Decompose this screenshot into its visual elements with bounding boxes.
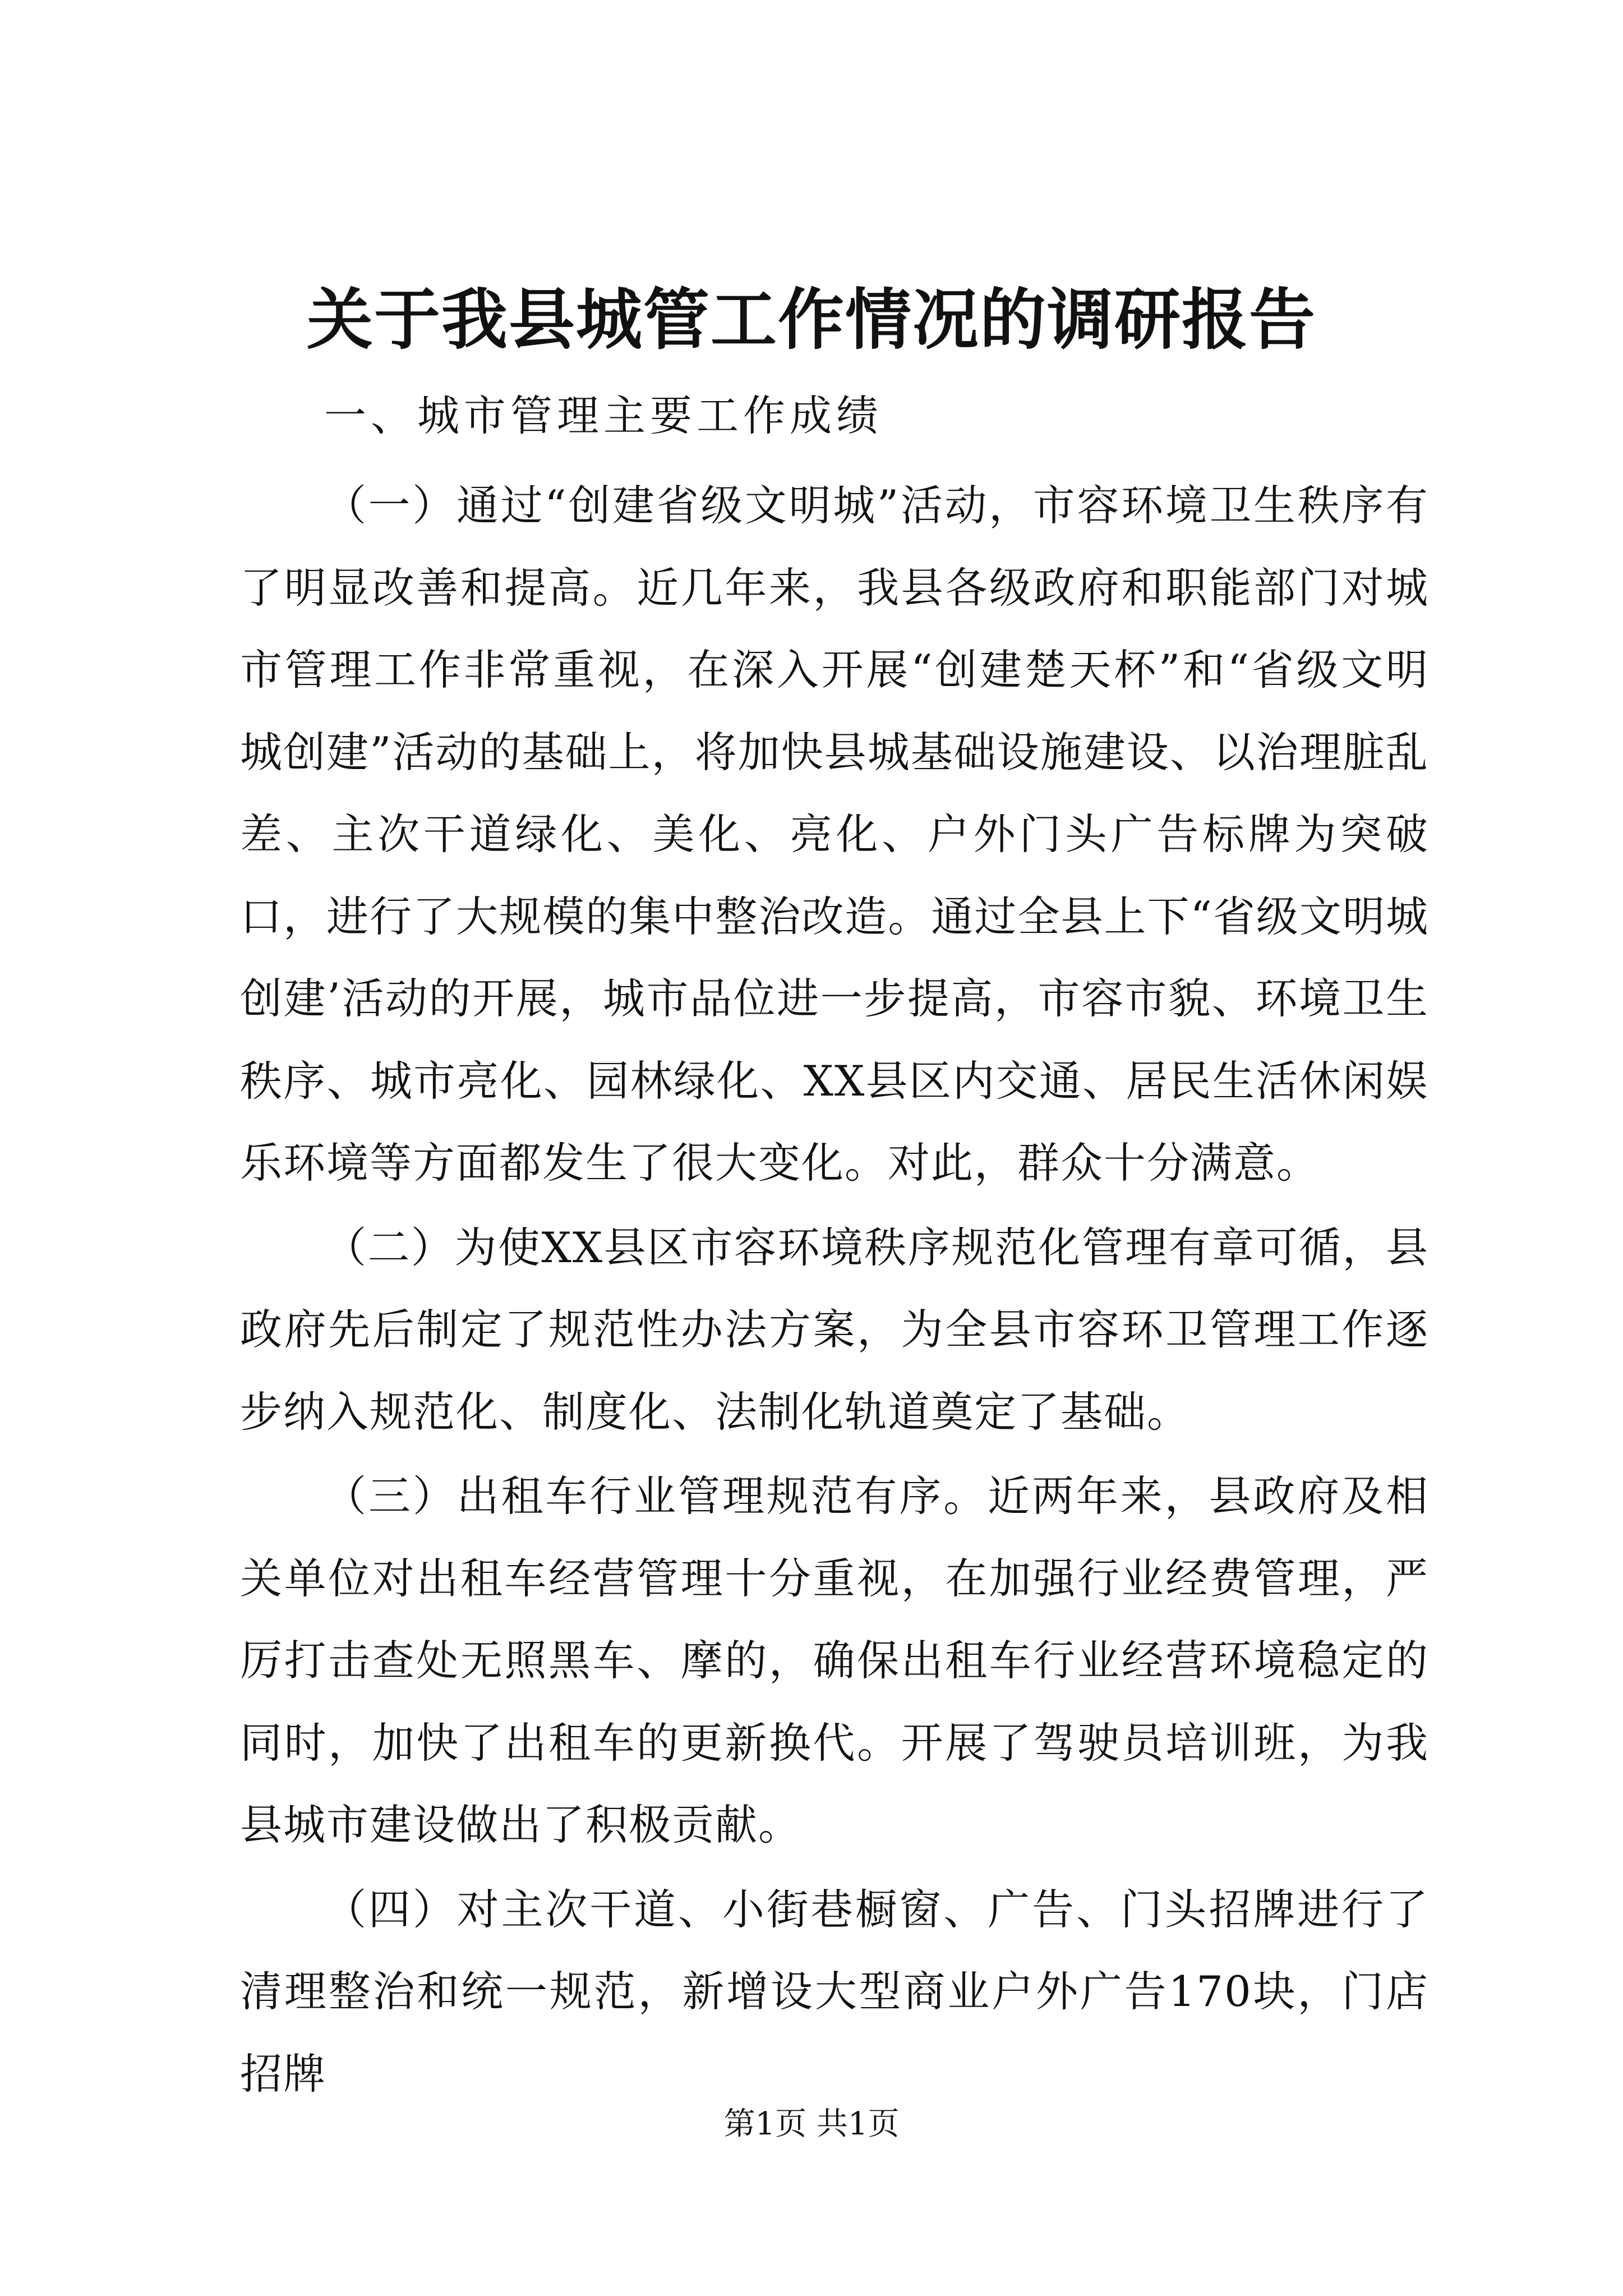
page-number: 第1页 共1页: [723, 2106, 900, 2142]
page-footer: [0, 2105, 1623, 2144]
paragraph-1: （一）通过“创建省级文明城”活动，市容环境卫生秩序有了明显改善和提高。近几年来，我县各级政府和职能部门对城市管理工作非常重视，在深入开展“创建楚天杯”和“省级文明城创建”活动的基础上，将加快县城基础设施建设、以治理脏乱差、主次干道绿化、美化、亮化、户外门头广告标牌为突破口，进行了大规模的集中整治改造。通过全县上下“省级文明城创建’活动的开展，城市品位进一步提高，市容市貌、环境卫生秩序、城市亮化、园林绿化、XX县区内交通、居民生活休闲娱乐环境等方面都发生了很大变化。对此，群众十分满意。: [240, 481, 1429, 1188]
paragraph-4: （四）对主次干道、小街巷橱窗、广告、门头招牌进行了清理整治和统一规范，新增设大型商业户外广告170块，门店招牌: [240, 1884, 1429, 2099]
paragraph-2: （二）为使XX县区市容环境秩序规范化管理有章可循，县政府先后制定了规范性办法方案，为全县市容环卫管理工作逐步纳入规范化、制度化、法制化轨道奠定了基础。: [240, 1222, 1429, 1437]
paragraph-3: （三）出租车行业管理规范有序。近两年来，县政府及相关单位对出租车经营管理十分重视，在加强行业经费管理，严厉打击查处无照黑车、摩的，确保出租车行业经营环境稳定的同时，加快了出租车的更新换代。开展了驾驶员培训班，为我县城市建设做出了积极贡献。: [240, 1471, 1429, 1849]
document-title: 关于我县城管工作情况的调研报告: [306, 280, 1316, 358]
section-heading: 一、城市管理主要工作成绩: [324, 391, 883, 440]
document-body: [240, 387, 1429, 2115]
